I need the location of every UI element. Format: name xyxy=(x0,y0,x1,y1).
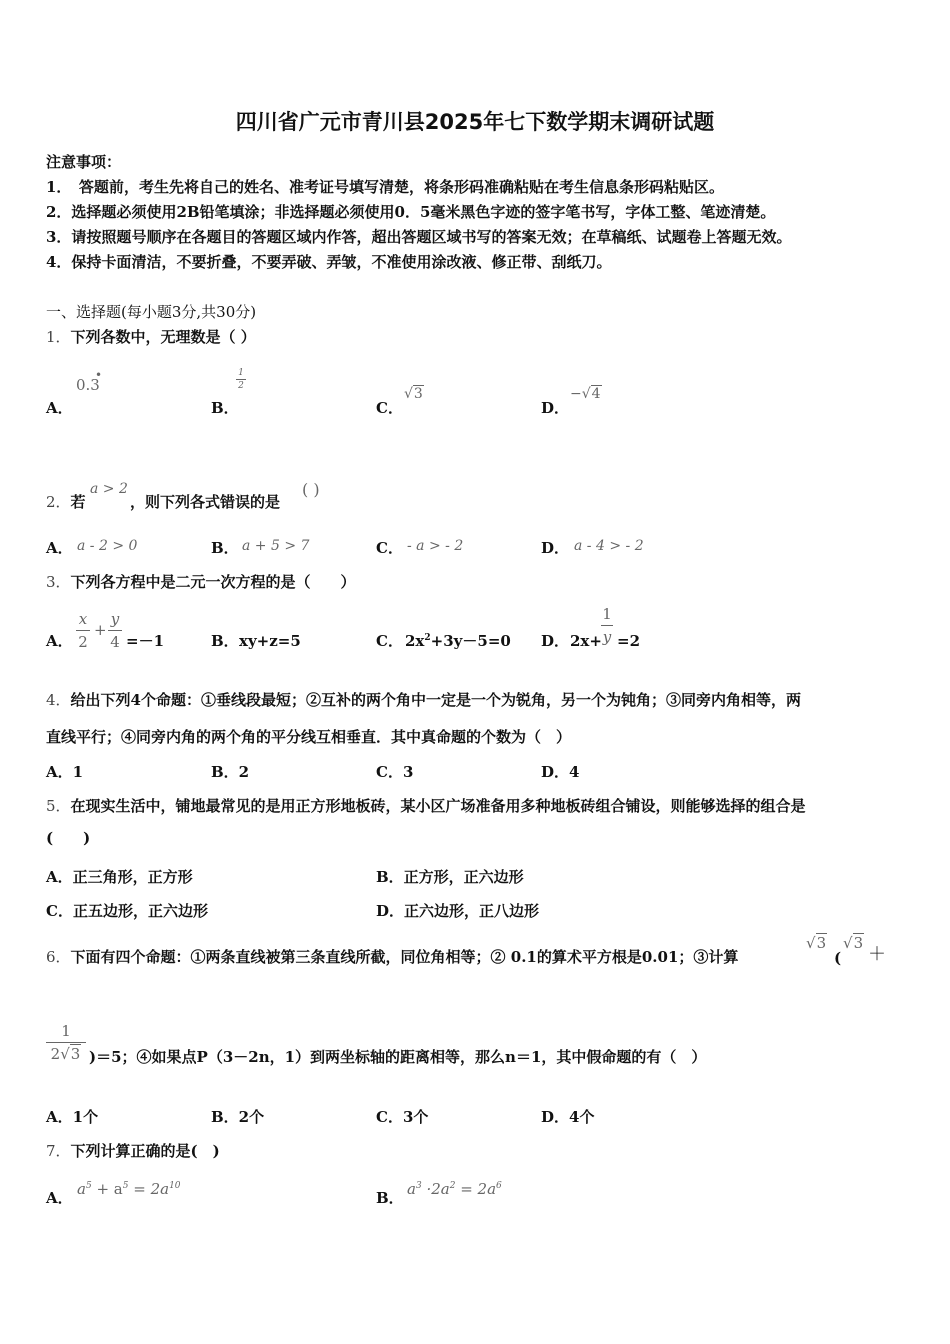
plus-sign: ＋ xyxy=(868,944,886,965)
sqrt-icon: √ xyxy=(60,1045,70,1063)
exponent: 2 xyxy=(424,633,431,643)
question-5 xyxy=(46,796,806,816)
question-stem: 下列各数中，无理数是（ ） xyxy=(70,328,256,346)
option-label-a: A． xyxy=(46,1189,73,1207)
notice-item: 4．保持卡面清洁，不要折叠，不要弄破、弄皱，不准使用涂改液、修正带、刮纸刀。 xyxy=(46,253,612,271)
question-stem: 下列计算正确的是( ) xyxy=(70,1142,220,1160)
option-d-value xyxy=(570,386,602,402)
option-label-b: B． xyxy=(376,1189,404,1207)
option-c-value: - a > - 2 xyxy=(407,538,464,554)
question-3 xyxy=(46,572,356,592)
option-label-d: D． xyxy=(541,399,570,417)
fraction-bar xyxy=(46,1042,86,1043)
repeat-dot-icon: • xyxy=(95,368,103,382)
option-a-expression xyxy=(77,1180,181,1198)
fraction-denominator: 2 xyxy=(238,381,244,391)
option-c: C．3个 xyxy=(376,1108,429,1126)
sqrt-3-b xyxy=(843,934,864,952)
option-label-c: C． xyxy=(376,399,403,417)
option-d: D．4个 xyxy=(541,1108,595,1126)
term: = 2a xyxy=(455,1180,497,1198)
option-b: B．2个 xyxy=(211,1108,265,1126)
exponent: 2 xyxy=(449,1181,456,1191)
fraction-numerator: 1 xyxy=(61,1022,71,1040)
fraction-denominator: 2 xyxy=(78,633,88,651)
fraction-numerator: x xyxy=(78,610,88,628)
question-stem-cont: )＝5；④如果点P（3－2n，1）到两坐标轴的距离相等，那么n＝1，其中假命题的有（ ） xyxy=(89,1048,707,1066)
question-number: 1． xyxy=(46,328,71,346)
option-label-b: B． xyxy=(211,399,239,417)
fraction-one-over-2-root-3 xyxy=(46,1022,86,1063)
radicand: 3 xyxy=(70,1045,81,1063)
question-stem: ，则下列各式错误的是 xyxy=(130,493,281,511)
question-stem: 在现实生活中，铺地最常见的是用正方形地板砖，某小区广场准备用多种地板砖组合铺设，则能够选择的组合是 xyxy=(70,797,806,815)
term: 2x xyxy=(405,632,425,650)
fraction-numerator: 1 xyxy=(238,368,244,378)
option-label-b: B． xyxy=(211,632,239,650)
option-d: D．4 xyxy=(541,763,580,781)
option-a-value: a - 2 > 0 xyxy=(77,538,138,554)
option-label-d: D． xyxy=(541,539,570,557)
option-b: B．正方形，正六边形 xyxy=(376,868,524,886)
option-c: C．正五边形，正六边形 xyxy=(46,902,208,920)
term: +3y－5=0 xyxy=(430,632,511,650)
question-4 xyxy=(46,690,801,710)
answer-paren: ( ) xyxy=(302,480,320,499)
option-b-expression xyxy=(407,1180,502,1198)
coefficient: 2 xyxy=(50,1045,61,1063)
notice-item: 3．请按照题号顺序在各题目的答题区域内作答，超出答题区域书写的答案无效；在草稿纸、试题卷上答题无效。 xyxy=(46,228,792,246)
question-number: 4． xyxy=(46,691,71,709)
question-stem-cont: 直线平行；④同旁内角的两个角的平分线互相垂直．其中真命题的个数为（ ） xyxy=(46,728,572,746)
sqrt-icon: √ xyxy=(581,386,591,402)
option-a: A．正三角形，正方形 xyxy=(46,868,193,886)
option-c: C．3 xyxy=(376,763,414,781)
radicand: 3 xyxy=(853,934,864,952)
option-c-value xyxy=(405,631,511,651)
option-d-fraction xyxy=(601,605,613,646)
fraction-bar xyxy=(601,625,613,626)
option-a-fraction-x xyxy=(76,610,90,651)
question-stem: 下面有四个命题：①两条直线被第三条直线所截，同位角相等；② 0.1的算术平方根是0.01；③计算 xyxy=(70,948,739,966)
option-a: A．1 xyxy=(46,763,84,781)
question-number: 6． xyxy=(46,948,71,966)
answer-paren: ( ) xyxy=(46,829,91,847)
fraction-denominator: 4 xyxy=(110,633,120,651)
sqrt-3-a xyxy=(806,934,827,952)
exponent: 5 xyxy=(122,1181,129,1191)
notice-item: 2．选择题必须使用2B铅笔填涂；非选择题必须使用0．5毫米黑色字迹的签字笔书写，字体工整、笔迹清楚。 xyxy=(46,203,776,221)
plus-sign: + xyxy=(94,621,107,639)
term: ·2a xyxy=(421,1180,450,1198)
notice-heading: 注意事项： xyxy=(46,153,122,171)
option-d-value: a - 4 > - 2 xyxy=(574,538,644,554)
option-b: B．2 xyxy=(211,763,250,781)
notice-item: 1． 答题前，考生先将自己的姓名、准考证号填写清楚，将条形码准确粘贴在考生信息条形码粘贴区。 xyxy=(46,178,724,196)
option-b-fraction xyxy=(236,368,246,391)
option-a: A．1个 xyxy=(46,1108,99,1126)
fraction-bar xyxy=(108,630,122,631)
option-label-c: C． xyxy=(376,539,403,557)
question-number: 2． xyxy=(46,493,71,511)
option-a-fraction-y xyxy=(108,610,122,651)
option-d: D．正六边形，正八边形 xyxy=(376,902,540,920)
condition: a > 2 xyxy=(90,481,128,497)
question-number: 3． xyxy=(46,573,71,591)
radicand: 3 xyxy=(816,934,827,952)
term: = 2a xyxy=(128,1180,170,1198)
fraction-bar xyxy=(76,630,90,631)
exponent: 5 xyxy=(85,1181,92,1191)
repeating-decimal: 0.3 xyxy=(76,376,100,394)
fraction-bar xyxy=(236,379,246,380)
option-label-c: C． xyxy=(376,632,403,650)
question-stem: 下列各方程中是二元一次方程的是（ ） xyxy=(70,573,356,591)
question-1 xyxy=(46,327,256,347)
term: + a xyxy=(91,1180,123,1198)
term: a xyxy=(407,1180,416,1198)
exponent: 10 xyxy=(169,1181,181,1191)
question-2 xyxy=(46,492,86,512)
fraction-numerator: y xyxy=(110,610,120,628)
sqrt-icon: √ xyxy=(843,934,853,952)
sqrt-icon: √ xyxy=(806,934,816,952)
sqrt-icon: √ xyxy=(404,386,413,402)
option-a-rest: =－1 xyxy=(126,632,165,650)
option-label-d: D． xyxy=(541,632,570,650)
section-heading: 一、选择题(每小题3分,共30分) xyxy=(46,303,257,321)
question-stem: 给出下列4个命题：①垂线段最短；②互补的两个角中一定是一个为锐角，另一个为钝角；③同旁内角相等，两 xyxy=(70,691,801,709)
question-7 xyxy=(46,1141,220,1161)
option-label-a: A． xyxy=(46,399,73,417)
option-d-pre: 2x+ xyxy=(570,632,602,650)
fraction-denominator xyxy=(46,1045,86,1063)
minus-sign: − xyxy=(570,386,582,402)
exponent: 6 xyxy=(496,1181,502,1191)
radicand: 4 xyxy=(591,386,601,402)
term: a xyxy=(77,1180,86,1198)
question-6 xyxy=(46,947,738,967)
exponent: 3 xyxy=(415,1181,422,1191)
paren-open: ( xyxy=(834,949,842,967)
option-label-a: A． xyxy=(46,539,73,557)
option-d-post: =2 xyxy=(617,632,641,650)
option-a-value xyxy=(76,368,103,394)
page-title: 四川省广元市青川县2025年七下数学期末调研试题 xyxy=(235,110,715,134)
radicand: 3 xyxy=(413,386,423,402)
option-b-value: xy+z=5 xyxy=(239,632,301,650)
fraction-numerator: 1 xyxy=(602,605,612,623)
option-c-value xyxy=(404,386,424,402)
question-number: 5． xyxy=(46,797,71,815)
question-number: 7． xyxy=(46,1142,71,1160)
option-label-b: B． xyxy=(211,539,239,557)
option-label-a: A． xyxy=(46,632,73,650)
option-b-value: a + 5 > 7 xyxy=(242,538,310,554)
question-stem: 若 xyxy=(70,493,86,511)
fraction-denominator: y xyxy=(602,628,612,646)
